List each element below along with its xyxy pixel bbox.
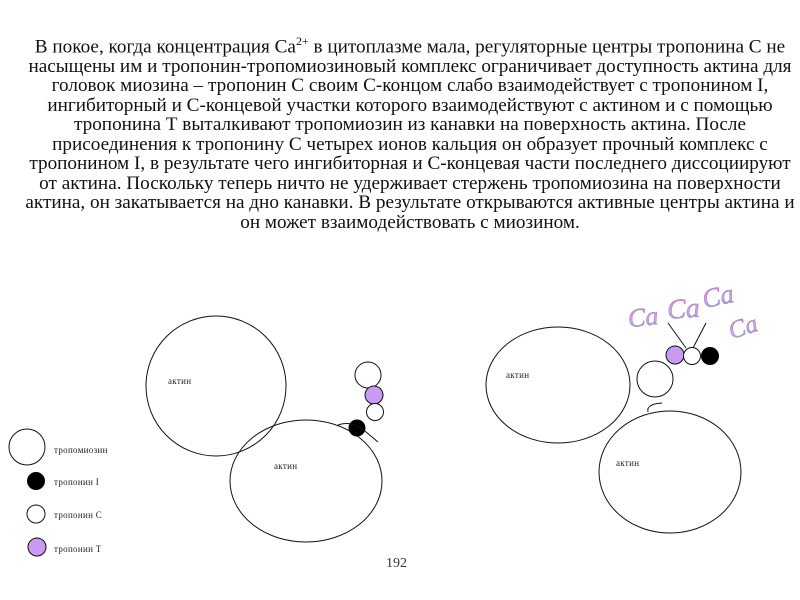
troponin-i-left [349,420,366,437]
tropomyosin-left [355,362,381,388]
ca-pointer-2 [693,323,706,348]
actin-label-right-bottom: актин [616,458,640,468]
troponin-i-tail-right [648,403,662,412]
legend-troponin-t-label: тропонин Т [54,544,102,554]
paragraph-part-2: в цитоплазме мала, регуляторные центры тропонина С не насыщены им и тропонин-тропомиозиновый комплекс ограничивает доступность актина для головок миозина – тропонин С своим С-концом слабо взаимодействует с тропонином I, ингибиторный и С-концевой участки которого взаимодействуют с актином и с помощью тропонина Т выталкивают тропомиозин из канавки на поверхность актина. После присоединения к тропонину С четырех ионов кальция он образует прочный комплекс с тропонином I, в результате чего ингибиторная и С-концевая части последнего диссоциируют от актина. Поскольку теперь ничто не удерживает стержень тропомиозина на поверхности актина, он закатывается на дно канавки. В результате открываются активные центры актина и он может взаимодействовать с миозином. [25,36,795,233]
page-number: 192 [386,556,407,571]
legend-tropomyosin-icon [9,429,45,465]
legend-troponin-c-label: тропонин С [54,510,103,520]
troponin-c-right [684,348,701,365]
actin-label-right-top: актин [506,370,530,380]
actin-circle-left-top [146,316,286,456]
troponin-i-right [701,347,719,365]
troponin-t-right [666,346,684,364]
ca-ion-3: Ca [699,278,737,315]
troponin-c-left [367,404,384,421]
actin-circle-left-bottom [230,420,382,542]
actin-circle-right-top [486,327,630,443]
troponin-t-left [365,386,383,404]
paragraph-part-1: В покое, когда концентрация Ca [34,36,296,58]
calcium-ions [626,278,761,345]
actin-label-left-bottom: актин [274,461,298,471]
ca-pointer-1 [668,323,686,348]
legend-troponin-t-icon [28,538,46,556]
legend-troponin-c-icon [27,505,45,523]
legend-tropomyosin-label: тропомиозин [54,445,108,455]
legend-troponin-i-icon [27,472,45,490]
actin-label-left-top: актин [168,376,192,386]
actin-circle-right-bottom [599,411,741,533]
superscript-charge: 2+ [295,34,309,48]
tropomyosin-right [637,361,673,397]
ca-ion-4: Ca [725,310,762,345]
ca-ion-2: Ca [666,292,701,326]
legend-troponin-i-label: тропонин I [54,477,100,487]
ca-ion-1: Ca [626,301,660,334]
